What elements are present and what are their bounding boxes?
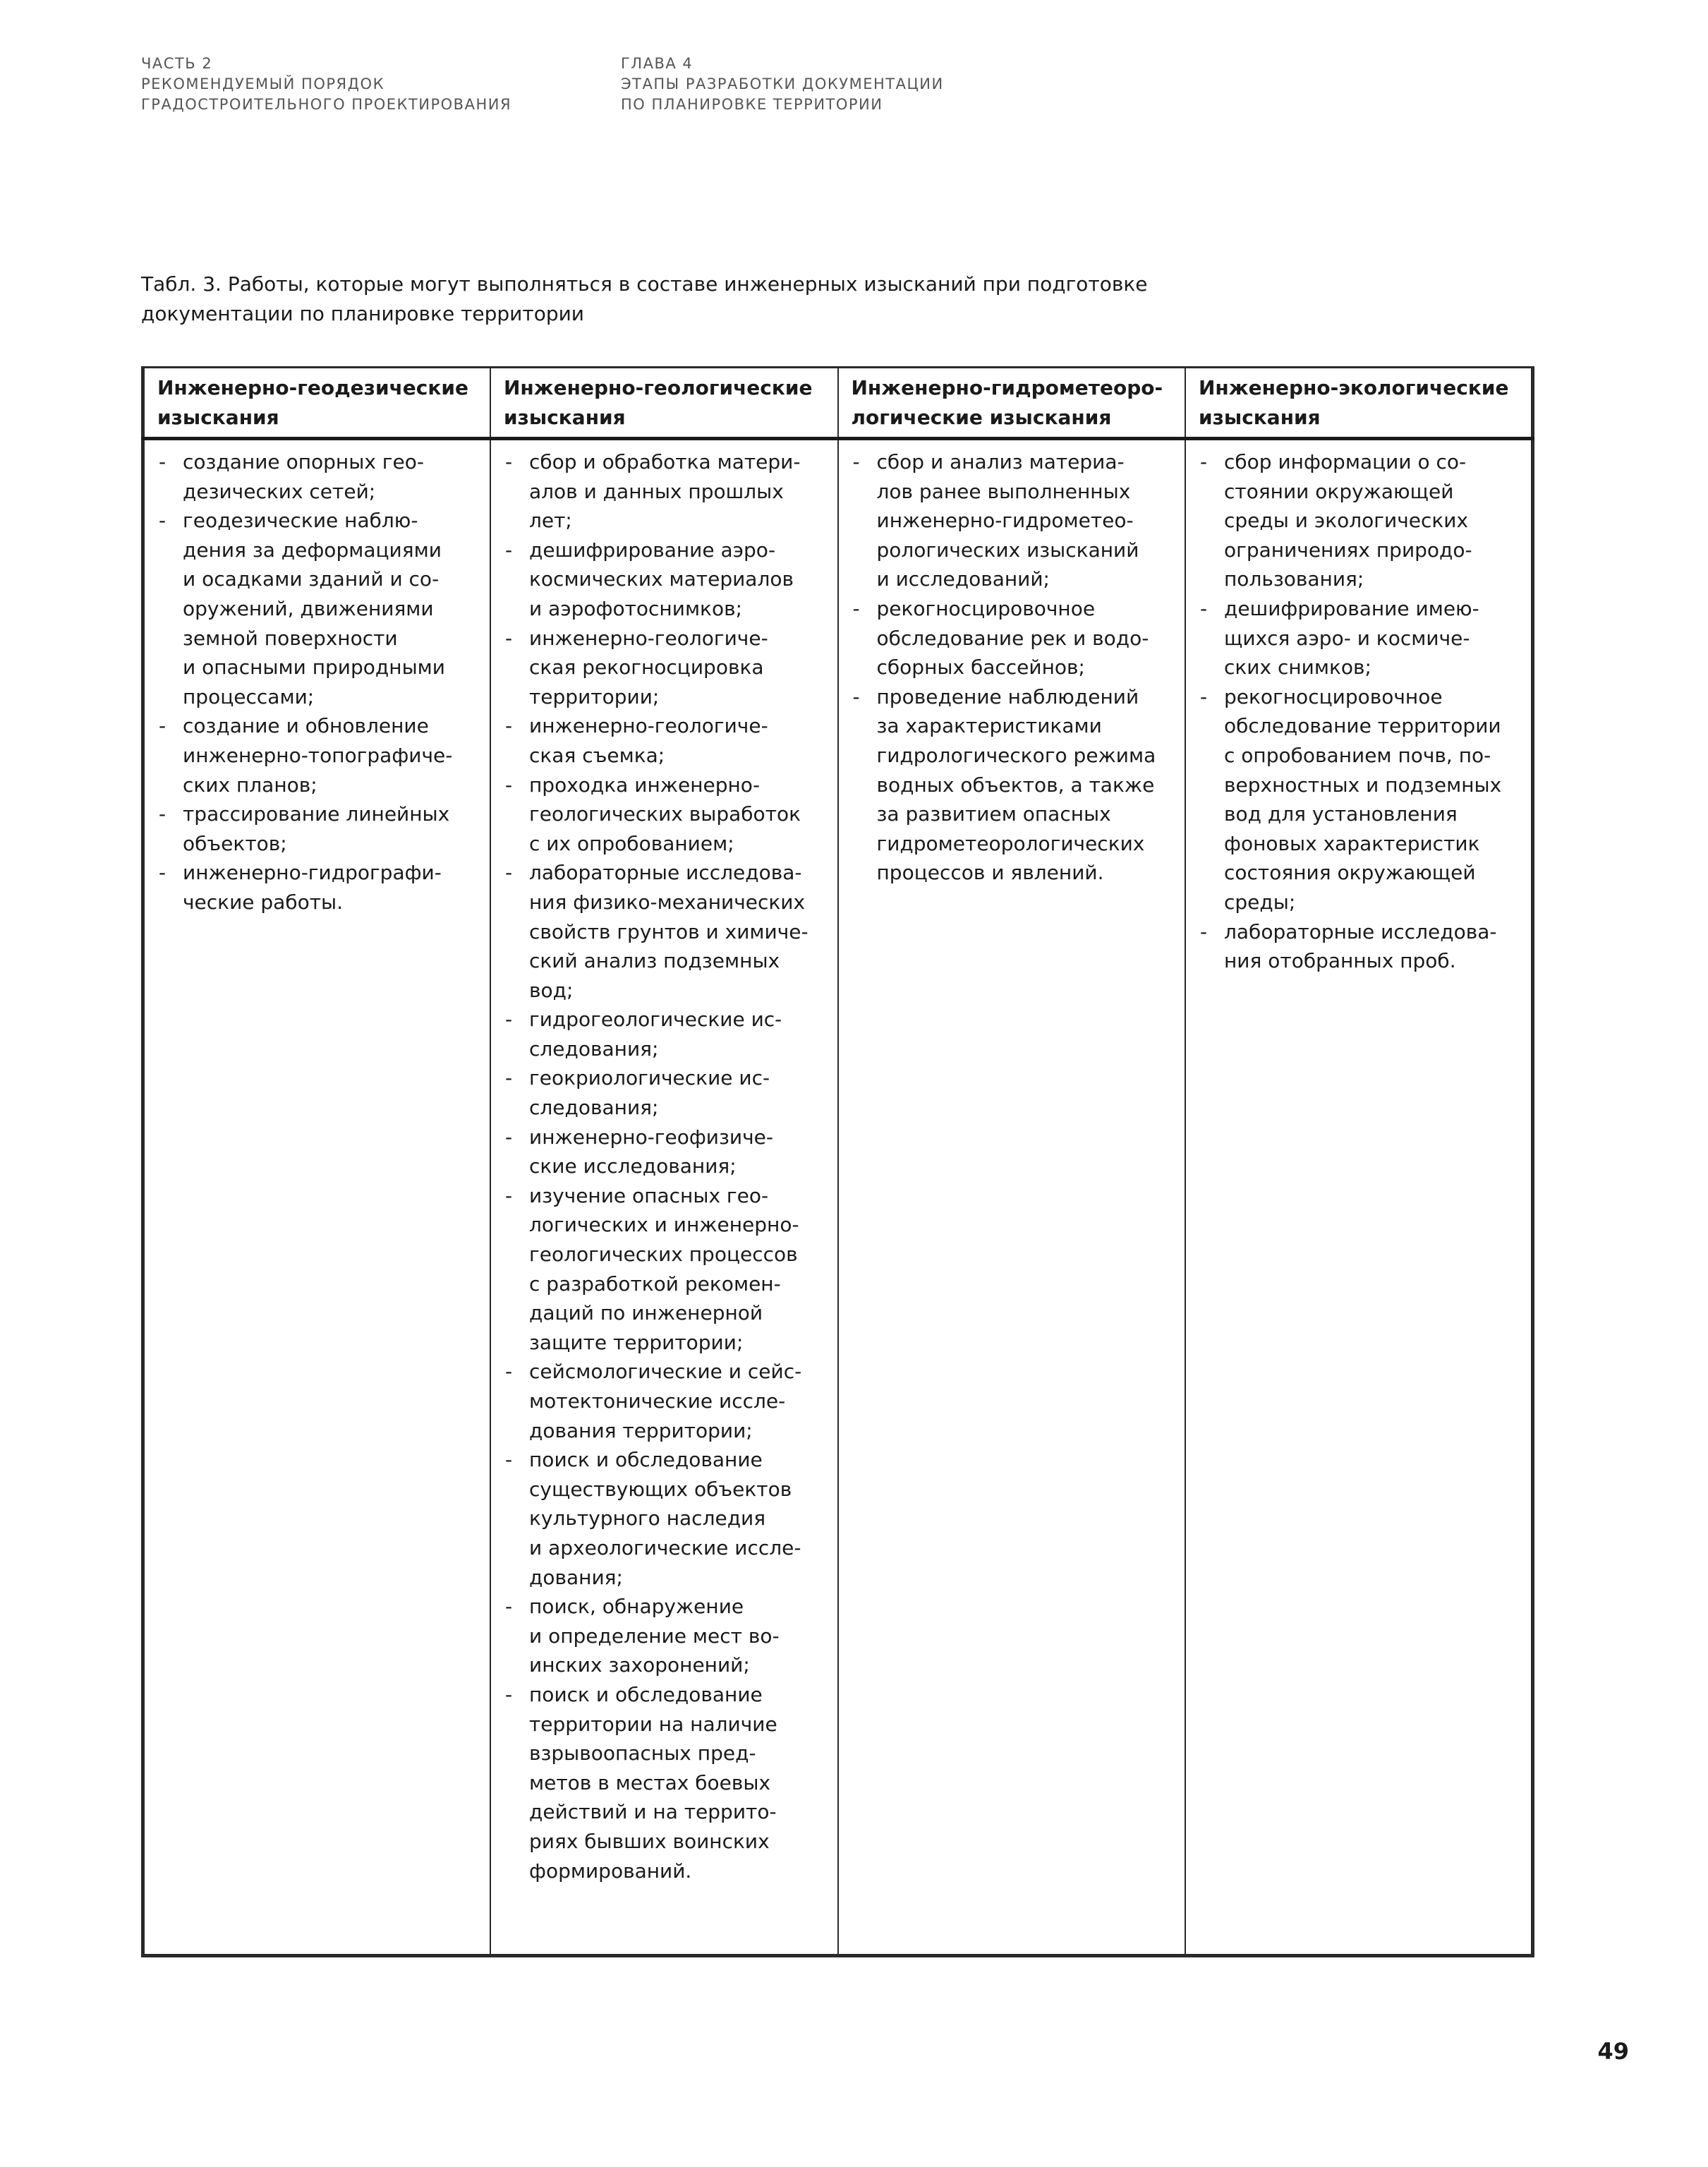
header-line: Инженерно-геологические: [504, 376, 813, 399]
list-item-line: ограничениях природо-: [1224, 538, 1472, 562]
list-item: [504, 1680, 829, 1885]
list-item: [504, 858, 829, 1005]
header-line: изыскания: [504, 406, 626, 429]
running-head-part: [141, 54, 511, 115]
list-item: [504, 1123, 829, 1181]
list-item-line: - гидрогеологические ис-: [529, 1008, 782, 1032]
list-item-line: и исследований;: [876, 567, 1050, 591]
list-item-line: дезических сетей;: [183, 479, 376, 503]
list-item: [504, 1005, 829, 1063]
list-item-line: - изучение опасных гео-: [529, 1183, 769, 1207]
list-item: [504, 1445, 829, 1592]
list-item-line: культурного наследия: [529, 1507, 766, 1531]
list-item-line: - сбор и анализ материа-: [876, 450, 1125, 473]
list-item-line: инских захоронений;: [529, 1653, 750, 1677]
list-item: [157, 447, 481, 506]
list-item-line: вод;: [529, 978, 574, 1002]
table-caption: [141, 270, 1270, 329]
list-item-line: ская съемка;: [529, 743, 665, 767]
list-item-line: за характеристиками: [876, 714, 1102, 738]
list-item-line: следования;: [529, 1037, 659, 1061]
list-item-line: - инженерно-геологиче-: [529, 626, 768, 650]
list-item-line: следования;: [529, 1096, 659, 1120]
list-item-line: - геокриологические ис-: [529, 1066, 770, 1090]
list-item-line: обследование рек и водо-: [876, 626, 1149, 650]
list-item: [1199, 682, 1522, 917]
engineering-surveys-table: [141, 366, 1534, 1957]
ecological-works-cell: [1185, 439, 1533, 1956]
list-item-line: защите территории;: [529, 1330, 744, 1354]
list-item-line: даций по инженерной: [529, 1301, 763, 1325]
list-item-line: фоновых характеристик: [1224, 831, 1480, 855]
column-header-geodetic: [143, 368, 491, 439]
table-row: [143, 439, 1533, 1956]
running-head-line: ЧАСТЬ 2: [141, 55, 213, 72]
list-item-line: - создание и обновление: [183, 714, 429, 738]
list-item-line: с разработкой рекомен-: [529, 1272, 781, 1296]
list-item: [1199, 594, 1522, 682]
list-item: [157, 858, 481, 917]
list-item-line: и определение мест во-: [529, 1624, 780, 1648]
list-item-line: и осадками зданий и со-: [183, 567, 440, 591]
list-item-line: среды и экологических: [1224, 509, 1469, 533]
list-item: [504, 1592, 829, 1680]
list-item-line: - геодезические наблю-: [183, 509, 418, 533]
list-item-line: за развитием опасных: [876, 802, 1111, 826]
list-item-line: щихся аэро- и космиче-: [1224, 626, 1470, 650]
list-item-line: космических материалов: [529, 567, 794, 591]
list-item-line: земной поверхности: [183, 626, 398, 650]
list-item-line: - поиск, обнаружение: [529, 1595, 744, 1619]
list-item-line: существующих объектов: [529, 1477, 792, 1501]
column-header-hydrometeorological: [838, 368, 1186, 439]
list-item-line: ских снимков;: [1224, 656, 1371, 680]
list-item: [504, 711, 829, 770]
list-item-line: рологических изысканий: [876, 538, 1139, 562]
list-item-line: - проведение наблюдений: [876, 684, 1139, 708]
list-item-line: лет;: [529, 509, 572, 533]
list-item: [1199, 447, 1522, 594]
caption-line: документации по планировке территории: [141, 302, 584, 325]
list-item-line: мотектонические иссле-: [529, 1389, 786, 1413]
page-number: 49: [1597, 2038, 1629, 2065]
list-item-line: действий и на террито-: [529, 1800, 777, 1824]
geodetic-works-cell: [143, 439, 491, 1956]
list-item-line: оружений, движениями: [183, 596, 434, 620]
list-item-line: территории;: [529, 684, 660, 708]
list-item-line: пользования;: [1224, 567, 1364, 591]
list-item: [504, 1063, 829, 1122]
header-line: логические изыскания: [851, 406, 1112, 429]
list-item-line: - инженерно-геофизиче-: [529, 1125, 773, 1149]
list-item-line: геологических выработок: [529, 802, 801, 826]
running-head-line: РЕКОМЕНДУЕМЫЙ ПОРЯДОК: [141, 76, 384, 92]
list-item: [1199, 917, 1522, 976]
header-line: изыскания: [1199, 406, 1321, 429]
list-item-line: верхностных и подземных: [1224, 773, 1502, 797]
list-item-line: гидрометеорологических: [876, 831, 1145, 855]
geological-works-cell: [490, 439, 838, 1956]
list-item-line: взрывоопасных пред-: [529, 1742, 756, 1765]
list-item: [157, 506, 481, 711]
list-item-line: состояния окружающей: [1224, 861, 1476, 885]
list-item: [504, 771, 829, 859]
list-item-line: инженерно-топографиче-: [183, 743, 453, 767]
column-header-geological: [490, 368, 838, 439]
list-item-line: - поиск и обследование: [529, 1682, 763, 1706]
list-item-line: - создание опорных гео-: [183, 450, 424, 473]
list-item-line: водных объектов, а также: [876, 773, 1155, 797]
list-item: [157, 799, 481, 858]
list-item-line: дения за деформациями: [183, 538, 442, 562]
list-item: [852, 682, 1177, 888]
list-item-line: дования;: [529, 1565, 623, 1589]
list-item-line: ских планов;: [183, 773, 317, 797]
list-item-line: обследование территории: [1224, 714, 1501, 738]
list-item-line: формирований.: [529, 1859, 692, 1883]
list-item-line: ская рекогносцировка: [529, 656, 764, 680]
list-item-line: - сбор информации о со-: [1224, 450, 1467, 473]
list-item: [852, 447, 1177, 594]
list-item-line: объектов;: [183, 831, 287, 855]
list-item-line: среды;: [1224, 890, 1296, 914]
table-header-row: [143, 368, 1533, 439]
list-item-line: - сбор и обработка матери-: [529, 450, 801, 473]
list-item-line: - рекогносцировочное: [876, 596, 1096, 620]
list-item: [504, 624, 829, 712]
list-item-line: сборных бассейнов;: [876, 656, 1085, 680]
list-item-line: - проходка инженерно-: [529, 773, 761, 797]
header-line: изыскания: [157, 406, 279, 429]
header-line: Инженерно-экологические: [1199, 376, 1509, 399]
column-header-ecological: [1185, 368, 1533, 439]
list-item-line: ческие работы.: [183, 890, 344, 914]
list-item-line: и опасными природными: [183, 656, 445, 680]
list-item-line: - дешифрирование аэро-: [529, 538, 776, 562]
list-item-line: логических и инженерно-: [529, 1213, 799, 1237]
list-item: [504, 1357, 829, 1445]
list-item-line: метов в местах боевых: [529, 1770, 771, 1794]
list-item-line: стоянии окружающей: [1224, 479, 1454, 503]
list-item-line: - сейсмологические и сейс-: [529, 1360, 802, 1384]
list-item-line: ский анализ подземных: [529, 949, 780, 973]
list-item-line: с опробованием почв, по-: [1224, 743, 1491, 767]
list-item-line: - лабораторные исследова-: [529, 861, 802, 885]
list-item-line: - трассирование линейных: [183, 802, 450, 826]
list-item-line: - инженерно-гидрографи-: [183, 861, 442, 885]
list-item-line: - лабораторные исследова-: [1224, 919, 1497, 943]
list-item-line: ские исследования;: [529, 1154, 737, 1178]
list-item-line: ния отобранных проб.: [1224, 949, 1456, 973]
list-item-line: геологических процессов: [529, 1243, 798, 1267]
running-head-line: ГЛАВА 4: [621, 55, 694, 72]
list-item-line: процессов и явлений.: [876, 861, 1104, 885]
list-item-line: свойств грунтов и химиче-: [529, 919, 808, 943]
running-head-chapter: [621, 54, 944, 115]
caption-line: Табл. 3. Работы, которые могут выполняться в составе инженерных изысканий при подготовке: [141, 272, 1148, 296]
list-item-line: вод для установления: [1224, 802, 1458, 826]
list-item-line: процессами;: [183, 684, 315, 708]
list-item-line: - рекогносцировочное: [1224, 684, 1443, 708]
list-item-line: гидрологического режима: [876, 743, 1156, 767]
list-item-line: - дешифрирование имею-: [1224, 596, 1479, 620]
list-item: [157, 711, 481, 799]
header-line: Инженерно-гидрометеоро-: [851, 376, 1163, 399]
list-item: [852, 594, 1177, 682]
list-item-line: дования территории;: [529, 1418, 753, 1442]
hydrometeorological-works-cell: [838, 439, 1186, 1956]
list-item-line: территории на наличие: [529, 1712, 777, 1736]
list-item-line: и археологические иссле-: [529, 1535, 801, 1559]
list-item: [504, 536, 829, 624]
running-head-line: ПО ПЛАНИРОВКЕ ТЕРРИТОРИИ: [621, 96, 883, 113]
list-item-line: с их опробованием;: [529, 831, 734, 855]
list-item-line: лов ранее выполненных: [876, 479, 1131, 503]
running-head-line: ГРАДОСТРОИТЕЛЬНОГО ПРОЕКТИРОВАНИЯ: [141, 96, 512, 113]
list-item-line: - поиск и обследование: [529, 1448, 763, 1472]
list-item-line: - инженерно-геологиче-: [529, 714, 768, 738]
list-item-line: инженерно-гидрометео-: [876, 509, 1134, 533]
list-item-line: алов и данных прошлых: [529, 479, 784, 503]
list-item: [504, 1181, 829, 1358]
list-item-line: риях бывших воинских: [529, 1829, 770, 1853]
list-item: [504, 447, 829, 536]
list-item-line: ния физико-механических: [529, 890, 806, 914]
running-head-line: ЭТАПЫ РАЗРАБОТКИ ДОКУМЕНТАЦИИ: [621, 76, 944, 92]
list-item-line: и аэрофотоснимков;: [529, 596, 743, 620]
header-line: Инженерно-геодезические: [157, 376, 468, 399]
